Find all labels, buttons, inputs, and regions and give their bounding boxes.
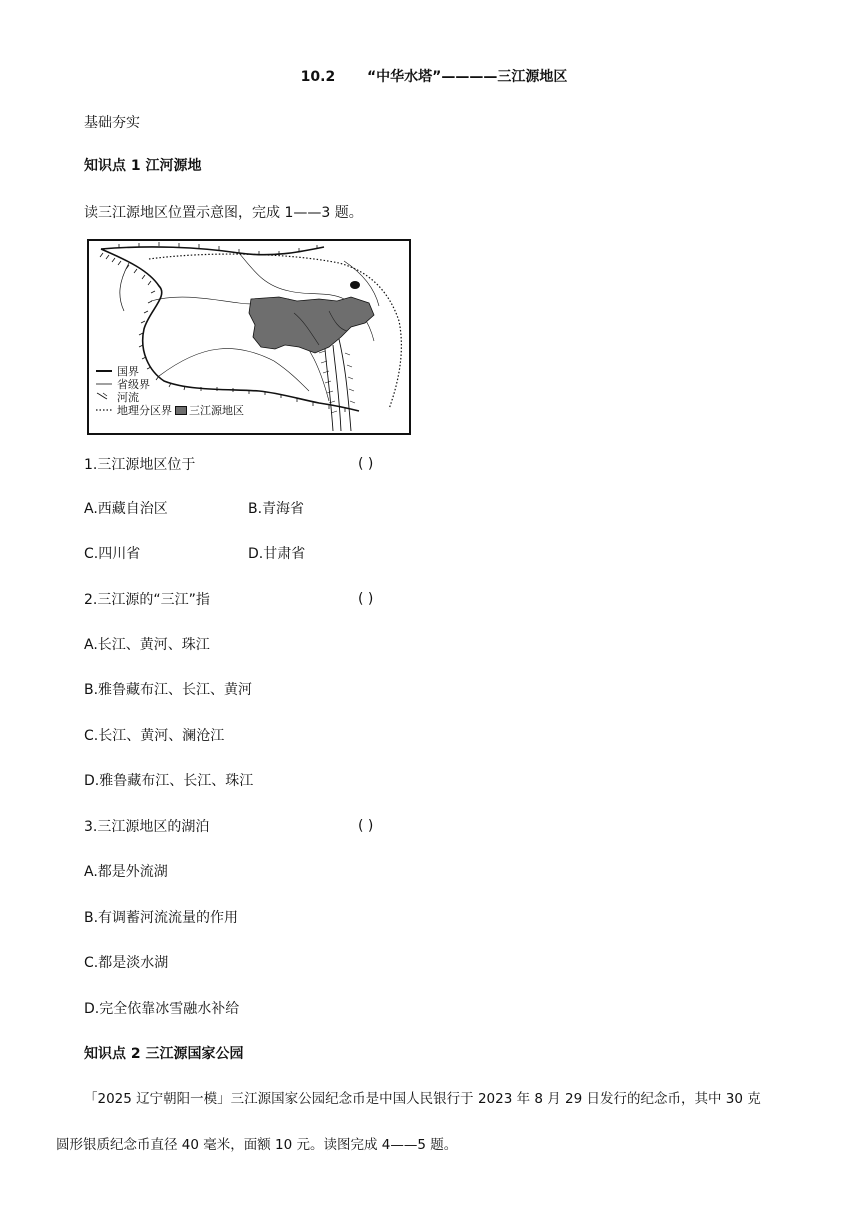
question-1-stem: 1.三江源地区位于 xyxy=(84,457,196,473)
region-boundary-dotted-icon xyxy=(95,404,113,417)
passage-line-2: 圆形银质纪念币直径 40 毫米，面额 10 元。读图完成 4——5 题。 xyxy=(56,1137,458,1153)
legend-item-provincial-border: 省级界 xyxy=(95,378,244,391)
question-2-option-d: D.雅鲁藏布江、长江、珠江 xyxy=(84,773,254,789)
question-3-answer-blank: ( ) xyxy=(358,818,374,834)
sanjiangyuan-location-map xyxy=(87,239,411,435)
question-3-option-b: B.有调蓄河流流量的作用 xyxy=(84,910,239,926)
question-1-option-d: D.甘肃省 xyxy=(248,546,306,562)
section-number: 10.2 xyxy=(300,69,336,85)
page-title xyxy=(0,66,868,86)
question-3-option-c: C.都是淡水湖 xyxy=(84,955,169,971)
river-icon xyxy=(95,391,113,404)
question-2-option-b: B.雅鲁藏布江、长江、黄河 xyxy=(84,682,253,698)
map-legend xyxy=(95,365,244,417)
rivers xyxy=(325,339,351,431)
question-2-answer-blank: ( ) xyxy=(358,591,374,607)
section-label: 基础夯实 xyxy=(84,115,140,131)
section-title: “中华水塔”————三江源地区 xyxy=(366,69,568,85)
question-1-option-b: B.青海省 xyxy=(248,501,305,517)
question-3-option-d: D.完全依靠冰雪融水补给 xyxy=(84,1001,240,1017)
knowledge-point-heading: 知识点 2 三江源国家公园 xyxy=(84,1046,244,1062)
knowledge-point-heading: 知识点 1 江河源地 xyxy=(84,158,202,174)
question-1-answer-blank: ( ) xyxy=(358,456,374,472)
lake-mark xyxy=(350,281,360,289)
provincial-border-line-icon xyxy=(95,378,113,391)
sanjiangyuan-region xyxy=(249,297,374,353)
passage-line-1: 「2025 辽宁朝阳一模」三江源国家公园纪念币是中国人民银行于 2023 年 8 月 29 日发行的纪念币，其中 30 克 xyxy=(84,1091,761,1107)
legend-item-national-border: 国界 xyxy=(95,365,244,378)
sanjiangyuan-area-fill-icon xyxy=(175,406,187,415)
question-3-stem: 3.三江源地区的湖泊 xyxy=(84,819,210,835)
national-border-line-icon xyxy=(95,365,113,378)
question-intro: 读三江源地区位置示意图，完成 1——3 题。 xyxy=(84,205,363,221)
question-2-stem: 2.三江源的“三江”指 xyxy=(84,592,210,608)
question-2-option-a: A.长江、黄河、珠江 xyxy=(84,637,210,653)
legend-item-region-boundary: 地理分区界 三江源地区 xyxy=(95,404,244,417)
legend-item-river: 河流 xyxy=(95,391,244,404)
question-1-option-a: A.西藏自治区 xyxy=(84,501,168,517)
question-2-option-c: C.长江、黄河、澜沧江 xyxy=(84,728,225,744)
question-3-option-a: A.都是外流湖 xyxy=(84,864,168,880)
question-1-option-c: C.四川省 xyxy=(84,546,141,562)
